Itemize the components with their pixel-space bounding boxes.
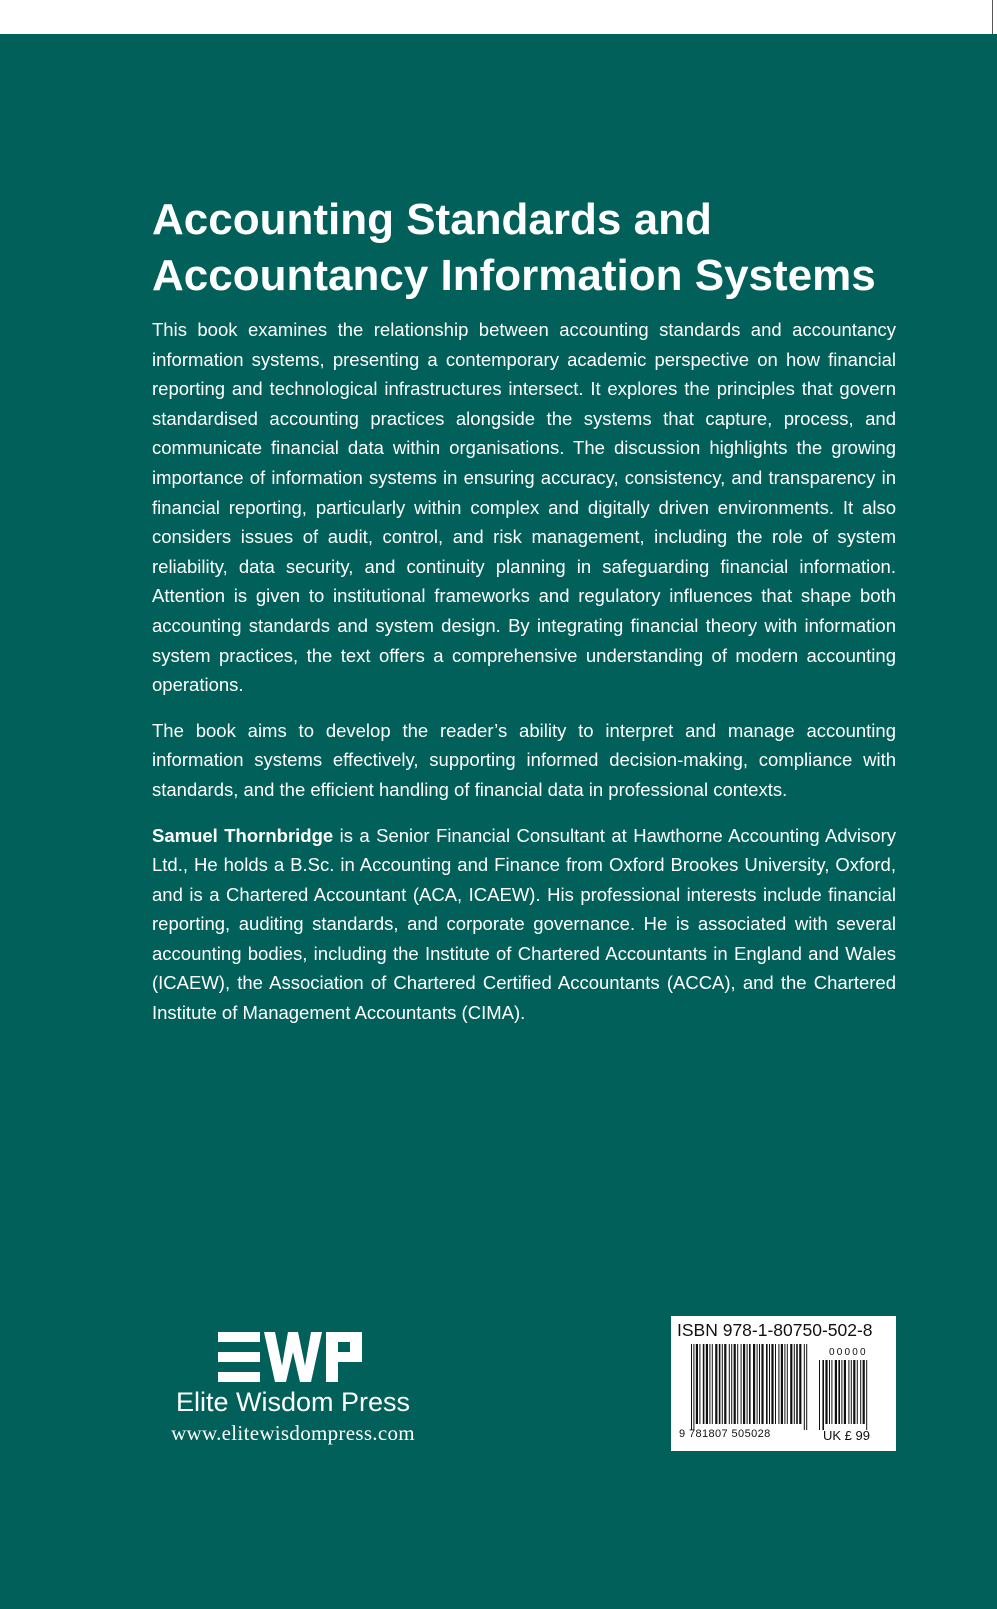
barcode-addon-digits: 00000 [829,1347,868,1358]
barcode-bar [706,1344,708,1424]
isbn-label: ISBN 978-1-80750-502-8 [677,1320,873,1340]
barcode-bar [737,1344,738,1424]
barcode-bar [741,1344,742,1424]
barcode-bar [831,1360,832,1424]
barcode-bar [794,1344,795,1424]
page-edge-line [992,0,993,34]
barcode-bar [790,1344,792,1424]
barcode-bar [796,1344,798,1424]
barcode-bar [731,1344,732,1424]
barcode-bar [775,1344,776,1424]
barcode-bar [860,1360,861,1424]
barcode-bar [703,1344,705,1424]
barcode-bar [766,1344,768,1424]
barcode-bar [715,1344,717,1424]
barcode-bar [781,1344,783,1424]
back-cover [0,34,997,1609]
publisher-logo [148,1332,438,1446]
publisher-website: www.elitewisdompress.com [171,1421,415,1445]
barcode-bar [753,1344,755,1424]
isbn-barcode [671,1316,896,1451]
barcode-bar [709,1344,710,1424]
barcode-bar [699,1344,700,1424]
author-paragraph [152,821,896,1028]
barcode-bar [844,1360,846,1424]
barcode-bar [719,1344,721,1424]
blurb-paragraph-2: The book aims to develop the reader’s ability to interpret and manage accounting information systems effectively, supporting informed decision-making, compliance with standards, and the efficient handling of financial data in professional contexts. [152,719,896,800]
publisher-name: Elite Wisdom Press [175,1387,411,1417]
barcode-bar [724,1344,726,1424]
book-title-line-2: Accountancy Information Systems [152,251,876,300]
barcode-bar [784,1344,785,1424]
barcode-bar [863,1360,865,1424]
price-label: UK £ 99 [823,1428,870,1443]
barcode-bar [825,1360,827,1424]
barcode-bar [722,1344,723,1424]
barcode-bar [853,1360,855,1424]
barcode-bar [829,1360,830,1424]
barcode-bar [787,1344,788,1424]
author-name: Samuel Thornbridge [152,824,334,846]
barcode-bar [819,1360,820,1430]
barcode-bar [734,1344,736,1424]
barcode-bar [851,1360,852,1424]
barcode-bar [838,1360,840,1424]
barcode-bar [696,1344,698,1424]
barcode-bar [712,1344,713,1424]
barcode-bar [799,1344,801,1424]
barcode-bar [841,1360,842,1424]
barcode-bar [848,1360,849,1424]
blurb [152,315,896,1044]
barcode-bar [693,1344,694,1430]
barcode-bar [747,1344,748,1424]
barcode-bar [769,1344,770,1424]
barcode-bar [835,1360,837,1424]
ewp-logo-mark [218,1332,368,1382]
barcode-bar [857,1360,858,1424]
book-title [152,192,912,304]
barcode-bar [743,1344,745,1424]
barcode-bar [866,1360,867,1430]
barcode-bar [806,1344,807,1430]
barcode-bar [691,1344,692,1430]
barcode-bar [822,1360,824,1430]
barcode-bar [778,1344,779,1424]
barcode-bar [804,1344,805,1430]
barcode-bar [771,1344,773,1424]
barcode-bar [757,1344,758,1424]
barcode-digits: 9 781807 505028 [679,1428,771,1440]
book-title-line-1: Accounting Standards and [152,195,712,244]
barcode-bar [761,1344,763,1424]
barcode-bar [729,1344,730,1424]
barcode-bar [749,1344,751,1424]
blurb-paragraph-1: This book examines the relationship between accounting standards and accountancy information systems, presenting a contemporary academic perspective on how financial reporting and technological infrastructures intersect. It explores the principles that govern standardised accounting practices alongside the systems that capture, process, and communicate financial data within organisations. The discussion highlights the growing importance of information systems in ensuring accuracy, consistency, and transparency in financial reporting, particularly within complex and digitally driven environments. It also considers issues of audit, control, and risk management, including the role of system reliability, data security, and continuity planning in safeguarding financial information. Attention is given to institutional frameworks and regulatory influences that shape both accounting standards and system design. By integrating financial theory with information system practices, the text offers a comprehensive understanding of modern accounting operations. [152,319,896,696]
author-bio: is a Senior Financial Consultant at Hawthorne Accounting Advisory Ltd., He holds a B.Sc. in Accounting and Finance from Oxford Brookes University, Oxford, and is a Chartered Accountant (ACA, ICAEW). His professional interests include financial reporting, auditing standards, and corporate governance. He is associated with several accounting bodies, including the Institute of Chartered Accountants in England and Wales (ICAEW), the Association of Chartered Certified Accountants (ACCA), and the Chartered Institute of Management Accountants (CIMA). [152,824,896,1024]
page-top-margin [0,0,997,34]
barcode-bar [759,1344,760,1424]
